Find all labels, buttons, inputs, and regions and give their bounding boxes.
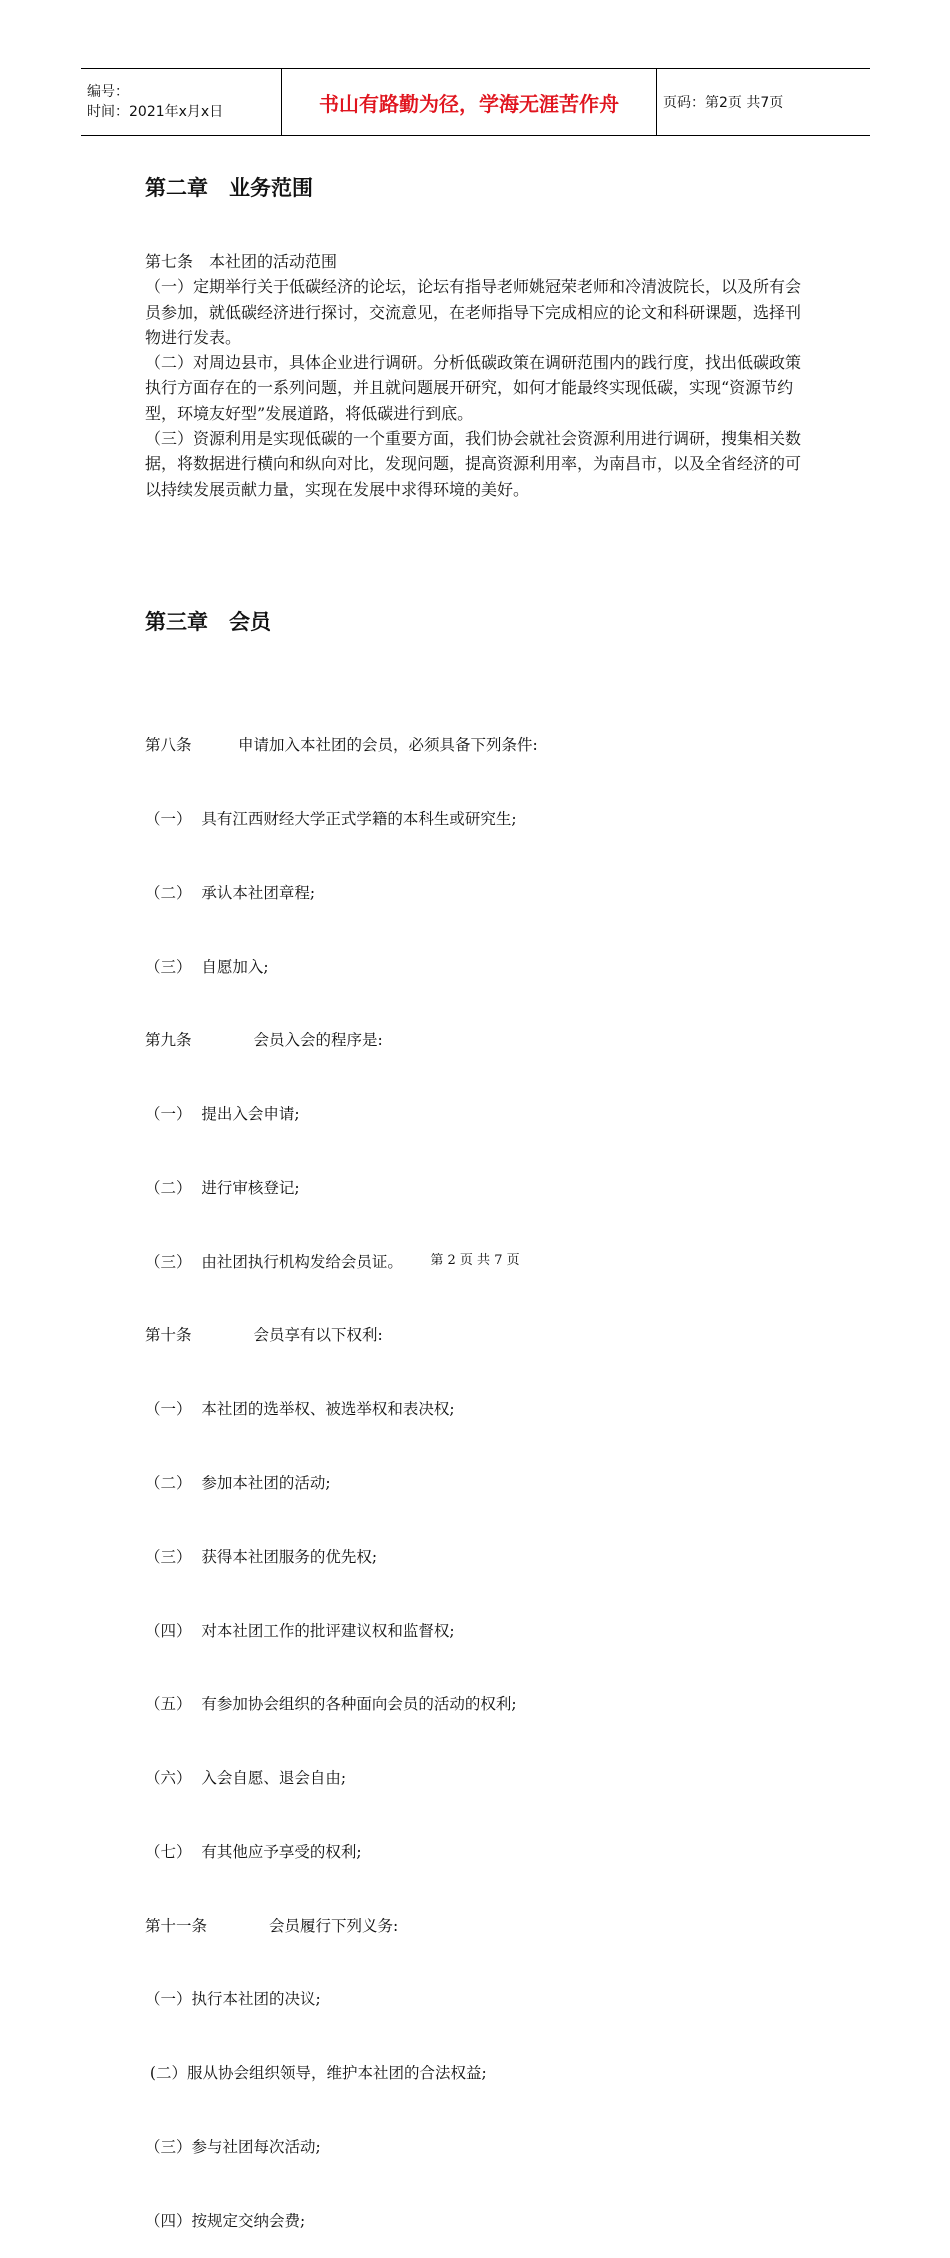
header-info-cell <box>81 69 282 135</box>
list-item: （四）按规定交纳会费; <box>145 2211 306 2230</box>
list-item: （一）执行本社团的决议; <box>145 1990 321 2009</box>
list-item: （三） 获得本社团服务的优先权; <box>145 1547 378 1566</box>
chapter-3-title: 第三章 会员 <box>145 610 271 634</box>
list-item: 第十条 会员享有以下权利: <box>145 1326 383 1345</box>
list-item: （三） 自愿加入; <box>145 957 269 976</box>
list-item: （六） 入会自愿、退会自由; <box>145 1769 347 1788</box>
list-item: （二） 参加本社团的活动; <box>145 1474 331 1492</box>
chapter-2-body <box>145 249 815 502</box>
list-item: （一） 提出入会申请; <box>145 1105 300 1124</box>
list-item: （五） 有参加协会组织的各种面向会员的活动的权利; <box>145 1695 517 1714</box>
paragraph-2: （二）对周边县市，具体企业进行调研。分析低碳政策在调研范围内的践行度，找出低碳政策执行方面存在的一系列问题，并且就问题展开研究，如何才能最终实现低碳，实现“资源节约型，环境友好型”发展道路，将低碳进行到底。 <box>145 353 802 423</box>
chapter-3-body <box>145 684 538 2258</box>
list-item: （一） 具有江西财经大学正式学籍的本科生或研究生; <box>145 809 517 828</box>
header-motto-cell <box>282 69 657 135</box>
list-item: (二）服从协会组织领导，维护本社团的合法权益; <box>145 2064 487 2083</box>
list-item: （一） 本社团的选举权、被选举权和表决权; <box>145 1400 455 1419</box>
article-7-title: 第七条 本社团的活动范围 <box>145 252 338 271</box>
page-footer: 第 2 页 共 7 页 <box>430 1253 520 1268</box>
motto-text: 书山有路勤为径，学海无涯苦作舟 <box>319 91 619 116</box>
paragraph-3: （三）资源利用是实现低碳的一个重要方面，我们协会就社会资源利用进行调研，搜集相关数据，将数据进行横向和纵向对比，发现问题，提高资源利用率，为南昌市，以及全省经济的可以持续发展贡献力量，实现在发展中求得环境的美好。 <box>145 429 802 499</box>
list-item: （二） 承认本社团章程; <box>145 883 316 902</box>
header-page-cell <box>657 69 870 135</box>
list-item: （四） 对本社团工作的批评建议权和监督权; <box>145 1621 455 1640</box>
list-item: （七） 有其他应予享受的权利; <box>145 1842 362 1861</box>
chapter-2-title: 第二章 业务范围 <box>145 176 313 200</box>
list-item: （三）参与社团每次活动; <box>145 2138 321 2157</box>
page-label: 页码：第2页 共7页 <box>663 95 784 111</box>
list-item: （三） 由社团执行机构发给会员证。 <box>145 1252 403 1271</box>
list-item: （二） 进行审核登记; <box>145 1178 300 1197</box>
list-item: 第十一条 会员履行下列义务: <box>145 1916 399 1935</box>
page-header <box>81 68 870 136</box>
paragraph-1: （一）定期举行关于低碳经济的论坛，论坛有指导老师姚冠荣老师和冷清波院长，以及所有会员参加，就低碳经济进行探讨，交流意见，在老师指导下完成相应的论文和科研课题，选择刊物进行发表。 <box>145 277 802 347</box>
list-item: 第九条 会员入会的程序是: <box>145 1031 383 1050</box>
time-label: 时间：2021年x月x日 <box>87 104 224 120</box>
number-label: 编号： <box>87 84 129 100</box>
list-item: 第八条 申请加入本社团的会员，必须具备下列条件: <box>145 736 538 755</box>
